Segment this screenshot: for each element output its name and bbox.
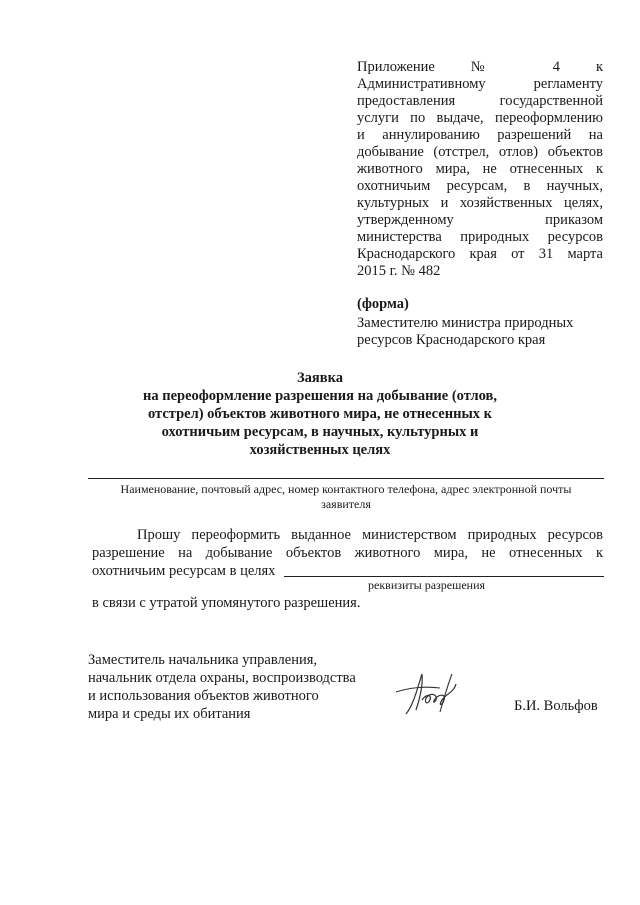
appendix-word: № 4 (470, 59, 561, 75)
addressee-line: ресурсов Краснодарского края (357, 332, 546, 348)
appendix-line: культурных и хозяйственных целях, (357, 195, 603, 211)
handwritten-signature (392, 664, 472, 724)
purpose-underline (284, 576, 604, 577)
body-line: охотничьим ресурсам в целях (92, 563, 276, 579)
appendix-line: охотничьим ресурсам, в научных, (357, 178, 603, 194)
appendix-word: Приложение (357, 59, 435, 75)
title-line: отстрел) объектов животного мира, не отнесенных к (148, 406, 492, 422)
body-line: в связи с утратой упомянутого разрешения. (92, 595, 361, 611)
signatory-position-line: и использования объектов животного (88, 688, 319, 704)
title-heading: Заявка (297, 370, 343, 386)
appendix-line: предоставления государственной (357, 93, 603, 109)
appendix-line: животного мира, не отнесенных к (357, 161, 603, 177)
title-line: охотничьим ресурсам, в научных, культурных и (161, 424, 479, 440)
addressee-line: Заместителю министра природных (357, 315, 574, 331)
applicant-underline (88, 478, 604, 479)
permit-caption: реквизиты разрешения (368, 578, 486, 592)
form-label: (форма) (357, 296, 409, 312)
appendix-word: к (595, 59, 604, 75)
signatory-name: Б.И. Вольфов (514, 698, 598, 714)
signatory-position-line: Заместитель начальника управления, (88, 652, 318, 668)
applicant-caption-line: Наименование, почтовый адрес, номер контактного телефона, адрес электронной почты (120, 482, 572, 496)
appendix-line: утвержденному приказом (357, 212, 603, 228)
signatory-position-line: начальник отдела охраны, воспроизводства (88, 670, 356, 686)
appendix-line: Краснодарского края от 31 марта (357, 246, 603, 262)
appendix-line: министерства природных ресурсов (357, 229, 603, 245)
body-line: разрешение на добывание объектов животного мира, не отнесенных к (92, 545, 603, 561)
appendix-line: добывание (отстрел, отлов) объектов (357, 144, 603, 160)
title-line: хозяйственных целях (249, 442, 391, 458)
title-line: на переоформление разрешения на добывание (отлов, (143, 388, 497, 404)
appendix-line: Административному регламенту (357, 76, 603, 92)
appendix-line (357, 59, 603, 76)
appendix-line: 2015 г. № 482 (357, 263, 441, 279)
body-line: Прошу переоформить выданное министерством природных ресурсов (137, 527, 603, 543)
appendix-line: и аннулированию разрешений на (357, 127, 603, 143)
applicant-caption-line: заявителя (321, 497, 371, 511)
appendix-line: услуги по выдаче, переоформлению (357, 110, 603, 126)
signatory-position-line: мира и среды их обитания (88, 706, 251, 722)
